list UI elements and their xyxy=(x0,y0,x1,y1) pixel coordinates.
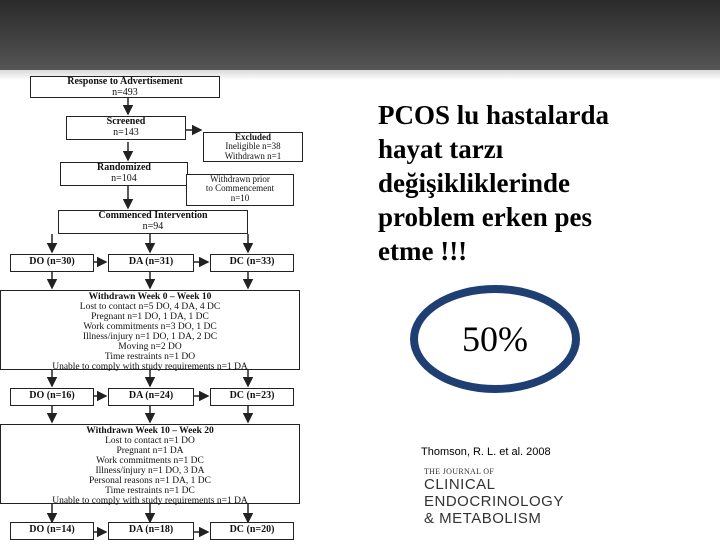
randomized-count: n=104 xyxy=(111,172,137,184)
response-title: Response to Advertisement xyxy=(67,76,183,87)
withdrawn-week0-10-box xyxy=(0,290,300,370)
withdrawn2-line: Personal reasons n=1 DA, 1 DC xyxy=(89,475,211,486)
group-da-2 xyxy=(108,388,194,406)
group-do-2-label: DO (n=16) xyxy=(29,390,75,401)
journal-logo-line2: CLINICAL xyxy=(424,476,496,493)
withdrawn-week10-20-title: Withdrawn Week 10 – Week 20 xyxy=(86,426,214,436)
withdrawn-week0-10-title: Withdrawn Week 0 – Week 10 xyxy=(88,292,212,302)
citation: Thomson, R. L. et al. 2008 xyxy=(421,446,551,458)
commenced-count: n=94 xyxy=(142,220,164,232)
withdrawn1-line: Lost to contact n=5 DO, 4 DA, 4 DC xyxy=(79,301,221,312)
randomized-box xyxy=(60,162,188,186)
withdrawn2-line: Lost to contact n=1 DO xyxy=(105,435,195,446)
participant-flowchart xyxy=(0,76,310,540)
group-da-2-label: DA (n=24) xyxy=(128,390,174,401)
group-da-3 xyxy=(108,522,194,540)
group-da-1 xyxy=(108,254,194,272)
withdrawn1-line: Moving n=2 DO xyxy=(118,341,182,352)
group-dc-3-label: DC (n=20) xyxy=(229,524,275,535)
percentage-value: 50% xyxy=(462,319,528,359)
group-dc-1 xyxy=(210,254,294,272)
withdrawn1-line: Time restraints n=1 DO xyxy=(104,351,196,362)
group-da-1-label: DA (n=31) xyxy=(128,256,174,267)
group-do-3 xyxy=(10,522,94,540)
group-da-3-label: DA (n=18) xyxy=(128,524,174,535)
percentage-ellipse xyxy=(410,285,580,393)
commenced-title: Commenced Intervention xyxy=(98,210,208,221)
withdrawn2-line: Time restraints n=1 DC xyxy=(105,485,195,496)
response-box xyxy=(30,76,220,98)
journal-logo-line4: & METABOLISM xyxy=(424,510,542,527)
withdrawn-week10-20-box xyxy=(0,424,300,504)
group-dc-2 xyxy=(210,388,294,406)
group-dc-2-label: DC (n=23) xyxy=(229,390,275,401)
withdrawn1-line: Unable to comply with study requirements n=1 DA xyxy=(52,361,248,372)
withdrawn2-line: Unable to comply with study requirements n=1 DA xyxy=(52,495,248,506)
group-dc-3 xyxy=(210,522,294,540)
excluded-box xyxy=(203,132,303,162)
withdrawn2-line: Work commitments n=1 DC xyxy=(96,455,204,466)
screened-count: n=143 xyxy=(113,126,139,138)
withdrawn1-line: Pregnant n=1 DO, 1 DA, 1 DC xyxy=(91,311,209,322)
journal-logo-line1: THE JOURNAL OF xyxy=(424,467,495,476)
randomized-title: Randomized xyxy=(97,162,151,173)
excluded-withdrawn: Withdrawn n=1 xyxy=(224,150,282,161)
withdrawn-prior-line1: Withdrawn prior xyxy=(210,174,270,184)
group-dc-1-label: DC (n=33) xyxy=(229,256,275,267)
excluded-title: Excluded xyxy=(234,132,271,142)
journal-logo xyxy=(424,467,584,531)
response-count: n=493 xyxy=(112,86,138,98)
group-do-1-label: DO (n=30) xyxy=(29,256,75,267)
screened-title: Screened xyxy=(106,116,146,127)
withdrawn1-line: Illness/injury n=1 DO, 1 DA, 2 DC xyxy=(82,331,218,342)
group-do-2 xyxy=(10,388,94,406)
withdrawn-prior-line3: n=10 xyxy=(230,192,250,203)
withdrawn2-line: Pregnant n=1 DA xyxy=(116,445,184,456)
screened-box xyxy=(66,116,186,140)
title-bar xyxy=(0,0,720,76)
withdrawn2-line: Illness/injury n=1 DO, 3 DA xyxy=(95,465,205,476)
commenced-box xyxy=(58,210,248,234)
withdrawn-prior-line2: to Commencement xyxy=(205,183,275,194)
withdrawn1-line: Work commitments n=3 DO, 1 DC xyxy=(83,321,217,332)
slide-statement: PCOS lu hastalarda hayat tarzı değişikliklerinde problem erken pes etme !!! xyxy=(378,100,610,266)
excluded-ineligible: Ineligible n=38 xyxy=(225,141,281,152)
journal-logo-line3: ENDOCRINOLOGY xyxy=(424,493,564,510)
group-do-3-label: DO (n=14) xyxy=(29,524,75,535)
withdrawn-prior-box xyxy=(186,174,294,206)
group-do-1 xyxy=(10,254,94,272)
